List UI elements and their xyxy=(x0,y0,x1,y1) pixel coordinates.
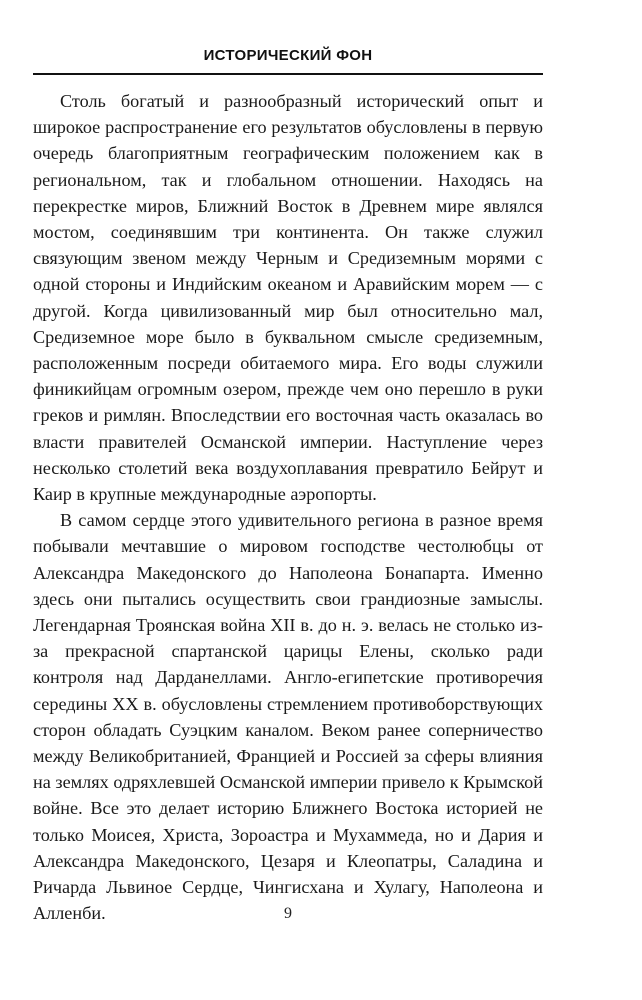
paragraph: В самом сердце этого удивительного региона в разное время побывали мечтавшие о мировом господстве честолюбцы от Александра Македонского до Наполеона Бонапарта. Именно здесь они пытались осуществить свои грандиозные замыслы. Легендарная Троянская война XII в. до н. э. велась не столько из-за прекрасной спартанской царицы Елены, сколько ради контроля над Дарданеллами. Англо-египетские противоречия середины XX в. обусловлены стремлением противоборствующих сторон обладать Суэцким каналом. Веком ранее соперничество между Великобританией, Францией и Россией за сферы влияния на землях одряхлевшей Османской империи привело к Крымской войне. Все это делает историю Ближнего Востока историей не только Моисея, Христа, Зороастра и Мухаммеда, но и Дария и Александра Македонского, Цезаря и Клеопатры, Саладина и Ричарда Львиное Сердце, Чингисхана и Хулагу, Наполеона и Алленби. xyxy=(33,510,543,924)
body-text xyxy=(33,88,543,927)
paragraph: Столь богатый и разнообразный исторический опыт и широкое распространение его результатов обусловлены в первую очередь благоприятным географическим положением как в региональном, так и глобальном отношении. Находясь на перекрестке миров, Ближний Восток в Древнем мире являлся мостом, соединявшим три континента. Он также служил связующим звеном между Черным и Средиземным морями с одной стороны и Индийским океаном и Аравийским морем — с другой. Когда цивилизованный мир был относительно мал, Средиземное море было в буквальном смысле средиземным, расположенным посреди обитаемого мира. Его воды служили финикийцам огромным озером, прежде чем оно перешло в руки греков и римлян. Впоследствии его восточная часть оказалась во власти правителей Османской империи. Наступление через несколько столетий века воздухоплавания превратило Бейрут и Каир в крупные международные аэропорты. xyxy=(33,91,543,505)
page-number: 9 xyxy=(284,905,292,922)
running-head: ИСТОРИЧЕСКИЙ ФОН xyxy=(203,47,373,64)
header-rule xyxy=(33,73,543,75)
